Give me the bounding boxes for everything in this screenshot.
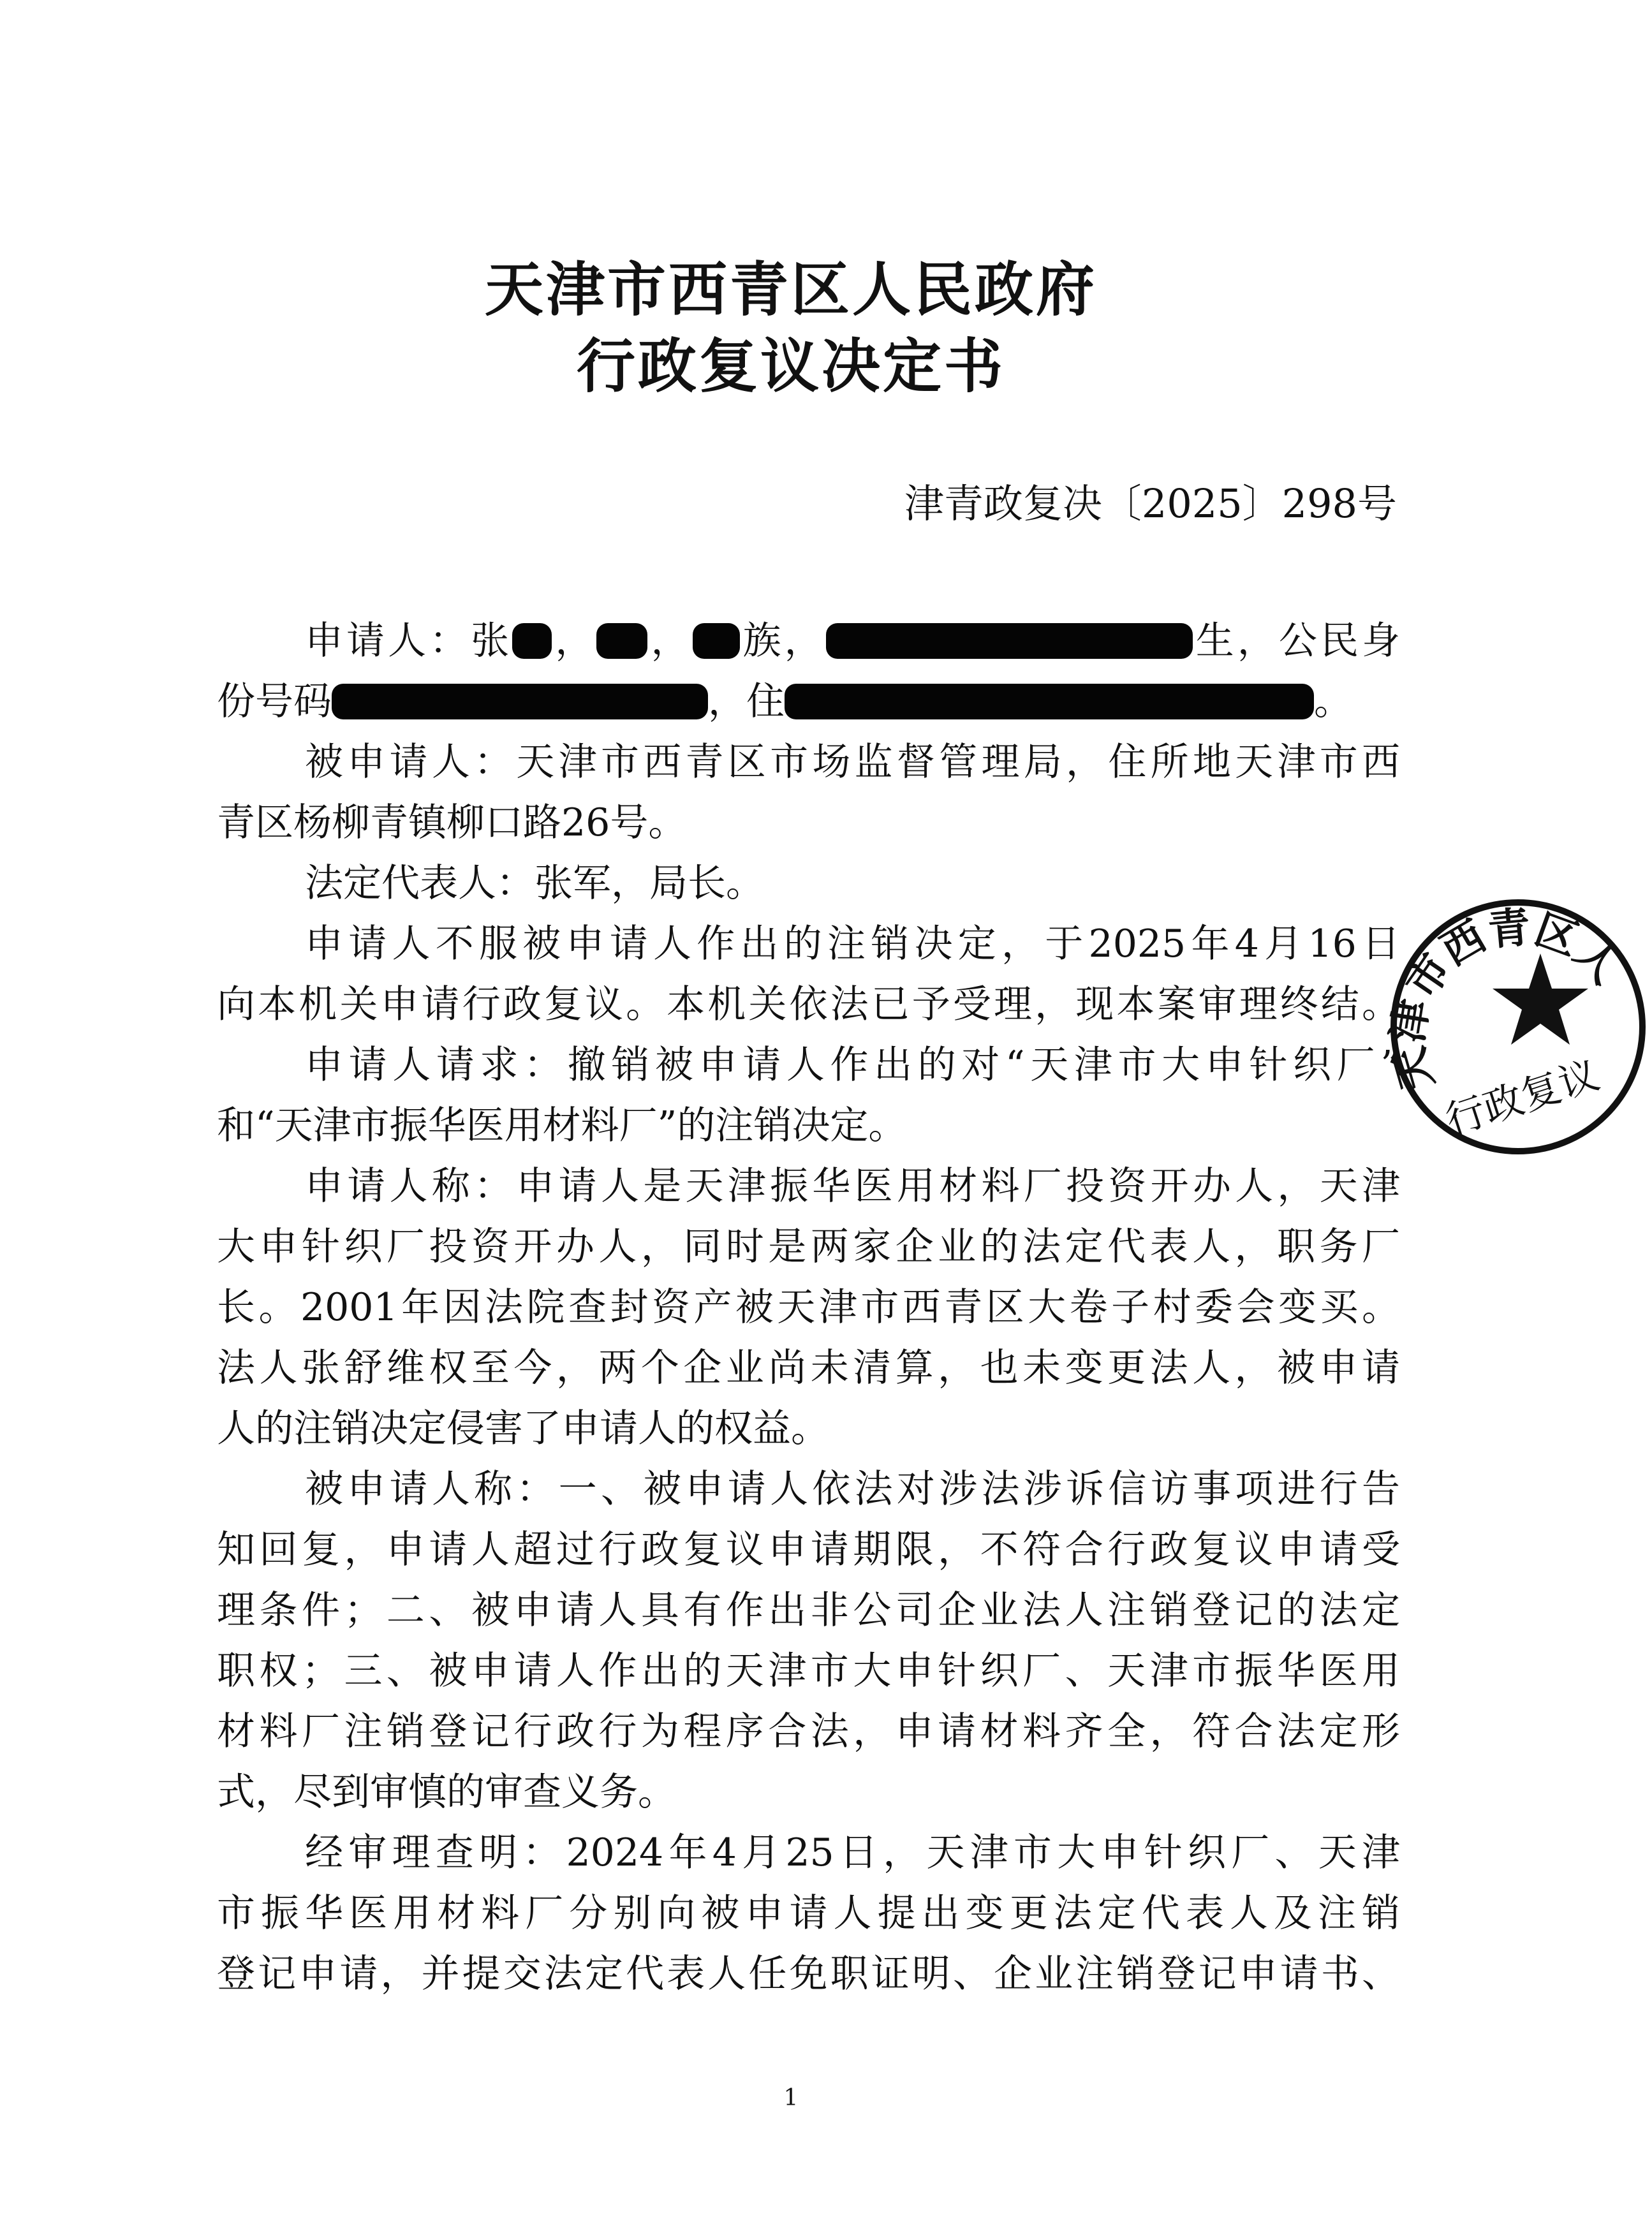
paragraph-line: 理条件；二、被申请人具有作出非公司企业法人注销登记的法定 xyxy=(217,1588,1400,1633)
applicant-line-1 xyxy=(217,609,1400,673)
paragraph-line: 申请人不服被申请人作出的注销决定，于2025年4月16日 xyxy=(305,922,1400,966)
redaction-mark xyxy=(332,684,708,719)
applicant-name-prefix: 张 xyxy=(471,619,513,663)
paragraph-line: 申请人请求：撤销被申请人作出的对“天津市大申针织厂” xyxy=(305,1043,1400,1087)
redaction-mark xyxy=(596,623,647,659)
ethnicity-suffix: 族， xyxy=(739,619,826,663)
redaction-mark xyxy=(693,623,740,659)
birth-suffix: 生，公民身 xyxy=(1192,619,1401,663)
paragraph-line: 青区杨柳青镇柳口路26号。 xyxy=(217,800,687,845)
separator: ， xyxy=(552,619,597,663)
paragraph-line: 经审理查明：2024年4月25日，天津市大申针织厂、天津 xyxy=(305,1830,1400,1875)
paragraph-line: 登记申请，并提交法定代表人任免职证明、企业注销登记申请书、 xyxy=(217,1952,1400,1996)
page-number: 1 xyxy=(783,2085,799,2111)
paragraph-line: 人的注销决定侵害了申请人的权益。 xyxy=(217,1406,829,1451)
paragraph-line: 法定代表人：张军，局长。 xyxy=(305,861,764,906)
paragraph-line: 职权；三、被申请人作出的天津市大申针织厂、天津市振华医用 xyxy=(217,1649,1400,1693)
official-seal xyxy=(1384,893,1652,1161)
document-title-line1: 天津市西青区人民政府 xyxy=(484,255,1097,324)
applicant-line-2 xyxy=(217,670,1400,733)
address-label: ，住 xyxy=(708,679,785,724)
paragraph-line: 法人张舒维权至今，两个企业尚未清算，也未变更法人，被申请 xyxy=(217,1346,1400,1390)
paragraph-line: 申请人称：申请人是天津振华医用材料厂投资开办人，天津 xyxy=(305,1164,1400,1209)
paragraph-line: 知回复，申请人超过行政复议申请期限，不符合行政复议申请受 xyxy=(217,1528,1400,1572)
paragraph-line: 向本机关申请行政复议。本机关依法已予受理，现本案审理终结。 xyxy=(217,982,1400,1027)
paragraph-line: 材料厂注销登记行政行为程序合法，申请材料齐全，符合法定形 xyxy=(217,1709,1400,1754)
id-label: 份号码 xyxy=(217,679,332,724)
applicant-label: 申请人： xyxy=(305,619,471,663)
seal-text-bottom: 行政复议 xyxy=(1440,1051,1605,1145)
seal-text-top: 天津市西青区人 xyxy=(1382,901,1630,1096)
separator: ， xyxy=(647,619,693,663)
document-number: 津青政复决〔2025〕298号 xyxy=(904,480,1397,527)
seal-graphic xyxy=(1384,893,1652,1161)
document-title-line2: 行政复议决定书 xyxy=(576,332,1005,401)
paragraph-line: 被申请人称：一、被申请人依法对涉法涉诉信访事项进行告 xyxy=(305,1467,1400,1512)
redaction-mark xyxy=(512,623,552,659)
paragraph-line: 长。2001年因法院查封资产被天津市西青区大卷子村委会变买。 xyxy=(217,1285,1400,1330)
paragraph-line: 市振华医用材料厂分别向被申请人提出变更法定代表人及注销 xyxy=(217,1891,1400,1936)
paragraph-line: 被申请人：天津市西青区市场监督管理局，住所地天津市西 xyxy=(305,740,1400,784)
address-end: 。 xyxy=(1314,679,1352,724)
paragraph-line: 大申针织厂投资开办人，同时是两家企业的法定代表人，职务厂 xyxy=(217,1225,1400,1269)
redaction-mark xyxy=(785,684,1314,719)
paragraph-line: 和“天津市振华医用材料厂”的注销决定。 xyxy=(217,1103,907,1148)
redaction-mark xyxy=(826,623,1193,659)
paragraph-line: 式，尽到审慎的审查义务。 xyxy=(217,1770,676,1815)
